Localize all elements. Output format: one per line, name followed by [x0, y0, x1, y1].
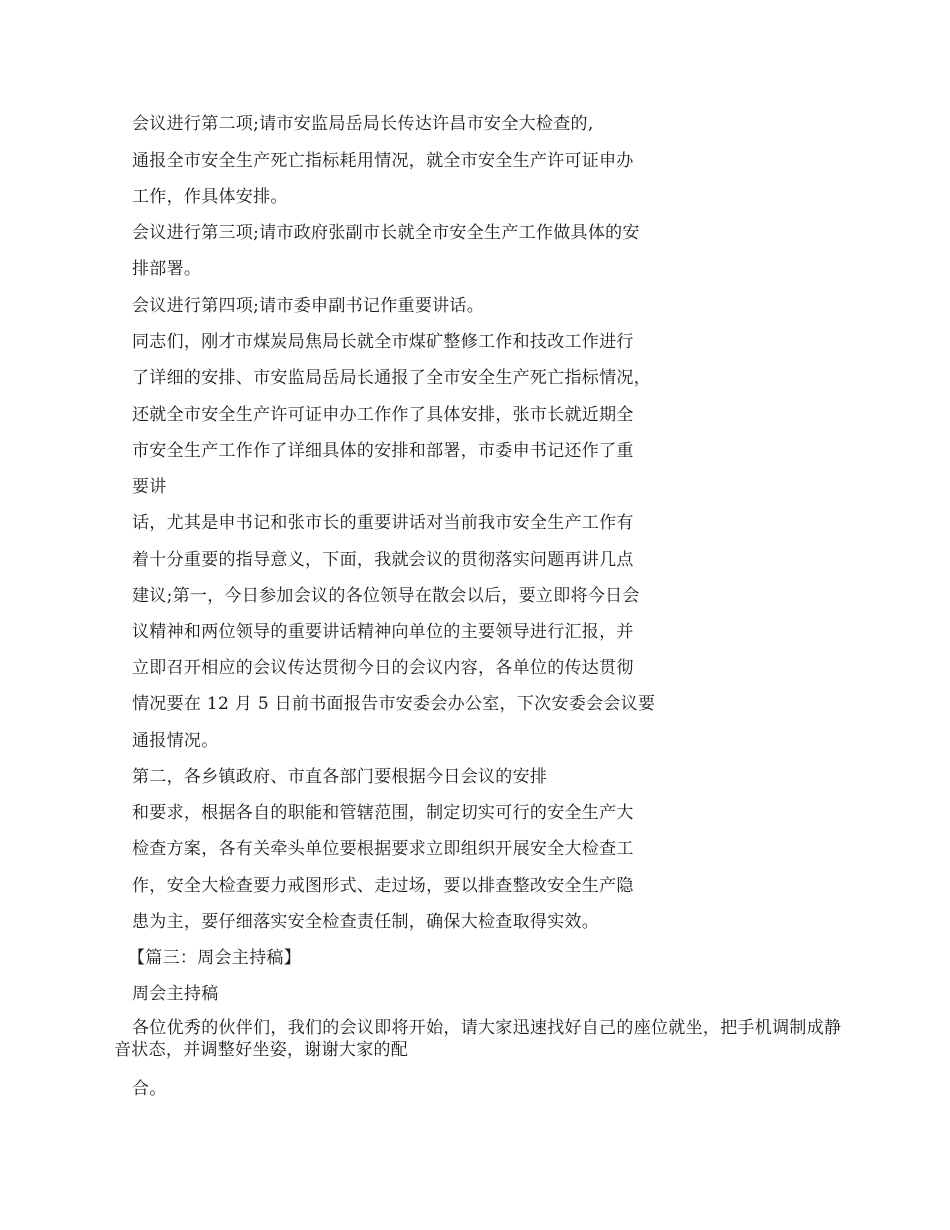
- text-line: 着十分重要的指导意义，下面，我就会议的贯彻落实问题再讲几点: [132, 550, 634, 570]
- text-line: 会议进行第四项;请市委申副书记作重要讲话。: [132, 296, 485, 316]
- text-line: 合。: [132, 1079, 167, 1099]
- text-line: 检查方案，各有关牵头单位要根据要求立即组织开展安全大检查工: [132, 839, 634, 859]
- section-heading: 【篇三：周会主持稿】: [128, 948, 301, 968]
- text-line: 排部署。: [132, 259, 202, 279]
- text-line: 会议进行第三项;请市政府张副市长就全市安全生产工作做具体的安: [132, 223, 640, 243]
- text-line: 话，尤其是申书记和张市长的重要讲话对当前我市安全生产工作有: [132, 513, 634, 533]
- text-line: 工作，作具体安排。: [132, 187, 288, 207]
- text-line: 作，安全大检查要力戒图形式、走过场，要以排查整改安全生产隐: [132, 876, 634, 896]
- text-line: 情况要在 12 月 5 日前书面报告市安委会办公室，下次安委会会议要: [132, 694, 656, 714]
- text-line: 市安全生产工作作了详细具体的安排和部署，市委申书记还作了重: [132, 441, 634, 461]
- text-line: 还就全市安全生产许可证申办工作作了具体安排，张市长就近期全: [132, 405, 634, 425]
- text-line: 第二，各乡镇政府、市直各部门要根据今日会议的安排: [132, 767, 548, 787]
- text-line: 议精神和两位领导的重要讲话精神向单位的主要领导进行汇报，并: [132, 622, 634, 642]
- text-line: 患为主，要仔细落实安全检查责任制，确保大检查取得实效。: [132, 912, 600, 932]
- text-line: 了详细的安排、市安监局岳局长通报了全市安全生产死亡指标情况，: [132, 368, 651, 388]
- text-line: 要讲: [132, 477, 167, 497]
- text-line: 同志们，刚才市煤炭局焦局长就全市煤矿整修工作和技改工作进行: [132, 332, 634, 352]
- text-line: 建议;第一，今日参加会议的各位领导在散会以后，要立即将今日会: [132, 586, 640, 606]
- section-subtitle: 周会主持稿: [132, 984, 219, 1004]
- opening-paragraph: 各位优秀的伙伴们，我们的会议即将开始，请大家迅速找好自己的座位就坐，把手机调制成静音状态，并调整好坐姿，谢谢大家的配: [114, 1018, 842, 1060]
- text-line: 和要求，根据各自的职能和管辖范围，制定切实可行的安全生产大: [132, 803, 634, 823]
- text-line: 通报全市安全生产死亡指标耗用情况，就全市安全生产许可证申办: [132, 151, 634, 171]
- text-line: 立即召开相应的会议传达贯彻今日的会议内容，各单位的传达贯彻: [132, 658, 634, 678]
- text-line: 会议进行第二项;请市安监局岳局长传达许昌市安全大检查的,: [132, 114, 594, 134]
- text-line: 通报情况。: [132, 731, 219, 751]
